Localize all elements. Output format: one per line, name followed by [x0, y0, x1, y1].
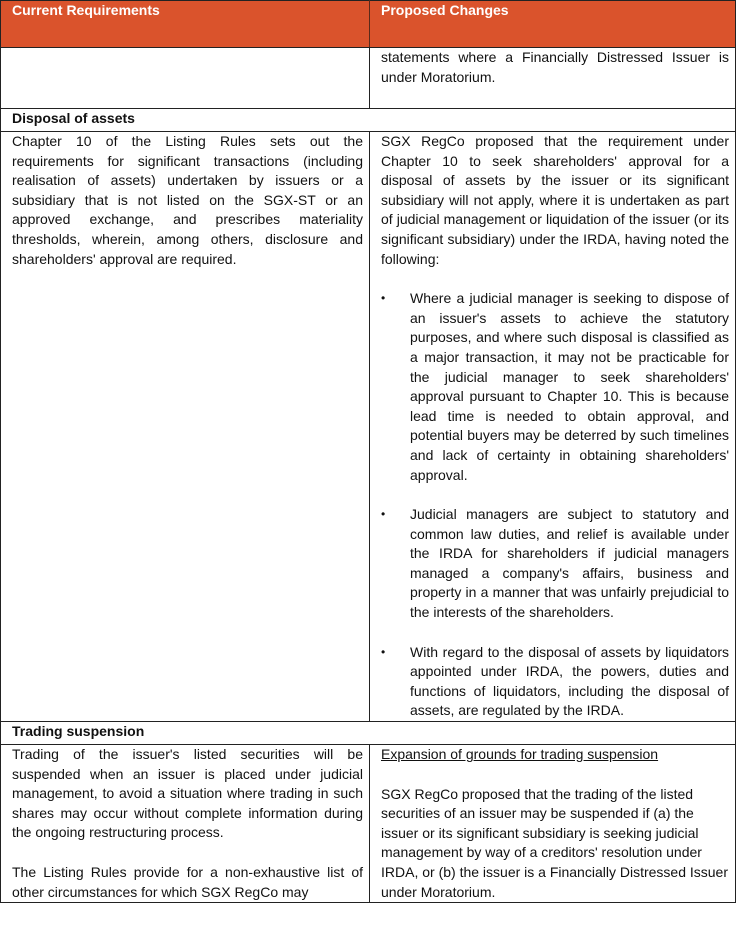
section-title-disposal-of-assets: Disposal of assets — [1, 109, 736, 132]
table-row-disposal — [1, 132, 736, 722]
header-current-requirements: Current Requirements — [1, 1, 370, 48]
cell-proposed-continuation — [370, 48, 736, 109]
cell-current-disposal — [1, 132, 370, 722]
bullet-text: Judicial managers are subject to statutory and common law duties, and relief is available under the IRDA for shareholders if judicial managers managed a company's affairs, business and property in a manner that was unfairly prejudicial to the interests of the shareholders. — [410, 506, 729, 621]
section-heading-row-trading — [1, 722, 736, 745]
cell-proposed-disposal — [370, 132, 736, 722]
bullet-text: Where a judicial manager is seeking to dispose of an issuer's assets to achieve the statutory purposes, and where such disposal is classified as a major transaction, it may not be practicable for the judicial manager to seek shareholders' approval pursuant to Chapter 10. This is because lead time is needed to obtain approval, and potential buyers may be deterred by such timelines and lack of certainty in obtaining shareholders' approval. — [410, 290, 729, 483]
bullet-text: With regard to the disposal of assets by liquidators appointed under IRDA, the powers, duties and functions of liquidators, including the disposal of assets, are regulated by the IRDA. — [410, 643, 729, 719]
proposed-disposal-bullet-list — [381, 289, 729, 721]
bullet-icon: • — [381, 507, 386, 522]
current-trading-text-1: Trading of the issuer's listed securities will be suspended when an issuer is placed under judicial management, to avoid a situation where trading in such shares may occur without complete information during the ongoing restructuring process. — [12, 746, 363, 841]
current-disposal-text: Chapter 10 of the Listing Rules sets out the requirements for significant transactions (including realisation of assets) undertaken by issuers or a subsidiary that is not listed on the SGX-ST or an approved exchange, and prescribes materiality thresholds, wherein, among others, disclosure and shareholders' approval are required. — [12, 133, 363, 267]
header-proposed-changes: Proposed Changes — [370, 1, 736, 48]
bullet-icon: • — [381, 291, 386, 306]
cell-proposed-trading — [370, 745, 736, 903]
list-item — [381, 289, 729, 485]
section-heading-row-disposal — [1, 109, 736, 132]
proposed-trading-subheading: Expansion of grounds for trading suspension — [381, 746, 659, 763]
table-row-continuation — [1, 48, 736, 109]
current-trading-text-2: The Listing Rules provide for a non-exhaustive list of other circumstances for which SGX RegCo may — [12, 864, 363, 900]
cell-current-continuation — [1, 48, 370, 109]
table-row-trading — [1, 745, 736, 903]
continuation-text: statements where a Financially Distressed Issuer is under Moratorium. — [381, 49, 729, 85]
table-header-row — [1, 1, 736, 48]
bullet-icon: • — [381, 644, 386, 659]
list-item — [381, 643, 729, 721]
list-item — [381, 505, 729, 623]
proposed-disposal-intro: SGX RegCo proposed that the requirement under Chapter 10 to seek shareholders' approval for a disposal of assets by the issuer or its significant subsidiary will not apply, where it is undertaken as part of judicial management or liquidation of the issuer (or its significant subsidiary) under the IRDA, having noted the following: — [381, 133, 729, 267]
cell-current-trading — [1, 745, 370, 903]
section-title-trading-suspension: Trading suspension — [1, 722, 736, 745]
proposed-trading-body: SGX RegCo proposed that the trading of the listed securities of an issuer may be suspended if (a) the issuer or its significant subsidiary is seeking judicial management by way of a creditors' resolution under IRDA, or (b) the issuer is a Financially Distressed Issuer under Moratorium. — [381, 785, 728, 900]
paragraph-spacer — [381, 765, 729, 785]
paragraph-spacer — [12, 843, 363, 863]
